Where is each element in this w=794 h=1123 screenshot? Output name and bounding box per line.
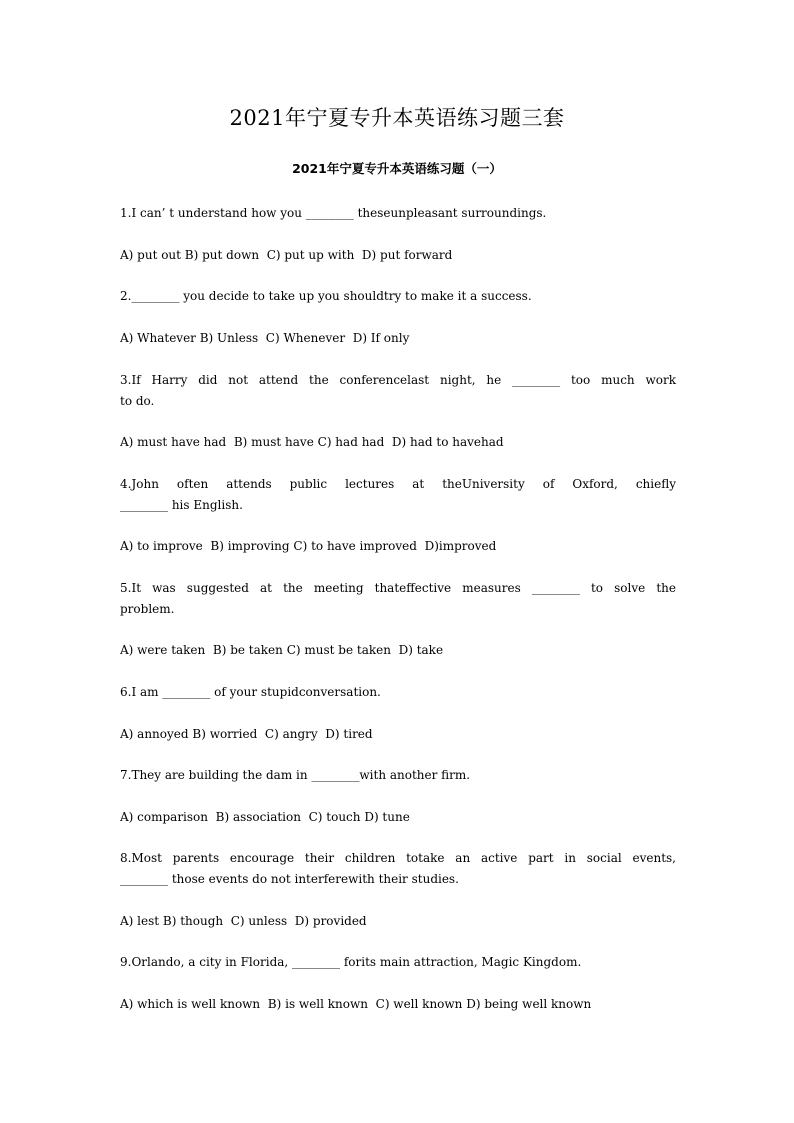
section-title: 2021年宁夏专升本英语练习题（一） bbox=[292, 161, 502, 176]
question-8-options: A) lest B) though C) unless D) provided bbox=[120, 914, 367, 928]
question-5-stem-line-1: 5.It was suggested at the meeting thateffective measures ________ to solve the bbox=[120, 581, 676, 595]
question-4-stem-line-2: ________ his English. bbox=[120, 498, 243, 512]
question-5-options: A) were taken B) be taken C) must be taken D) take bbox=[120, 643, 444, 657]
question-5-stem-line-2: problem. bbox=[120, 602, 175, 616]
question-3-stem-line-1: 3.If Harry did not attend the conferencelast night, he ________ too much work bbox=[120, 373, 676, 387]
question-9-stem-line-1: 9.Orlando, a city in Florida, ________ forits main attraction, Magic Kingdom. bbox=[120, 955, 582, 969]
question-7-stem-line-1: 7.They are building the dam in ________with another firm. bbox=[120, 768, 471, 782]
question-2-options: A) Whatever B) Unless C) Whenever D) If only bbox=[120, 331, 410, 345]
question-2-stem-line-1: 2.________ you decide to take up you shouldtry to make it a success. bbox=[120, 289, 532, 303]
document-title: 2021年宁夏专升本英语练习题三套 bbox=[229, 106, 565, 130]
question-6-stem-line-1: 6.I am ________ of your stupidconversation. bbox=[120, 685, 381, 699]
question-3-options: A) must have had B) must have C) had had D) had to havehad bbox=[120, 435, 504, 449]
question-4-options: A) to improve B) improving C) to have improved D)improved bbox=[120, 539, 497, 553]
question-8-stem-line-1: 8.Most parents encourage their children totake an active part in social events, bbox=[120, 851, 676, 865]
question-1-options: A) put out B) put down C) put up with D) put forward bbox=[120, 248, 453, 262]
question-1-stem-line-1: 1.I can’ t understand how you ________ theseunpleasant surroundings. bbox=[120, 206, 547, 220]
question-8-stem-line-2: ________ those events do not interferewith their studies. bbox=[120, 872, 459, 886]
question-4-stem-line-1: 4.John often attends public lectures at theUniversity of Oxford, chiefly bbox=[120, 477, 676, 491]
question-6-options: A) annoyed B) worried C) angry D) tired bbox=[120, 727, 373, 741]
question-3-stem-line-2: to do. bbox=[120, 394, 155, 408]
question-7-options: A) comparison B) association C) touch D) tune bbox=[120, 810, 410, 824]
question-9-options: A) which is well known B) is well known C) well known D) being well known bbox=[120, 997, 592, 1011]
